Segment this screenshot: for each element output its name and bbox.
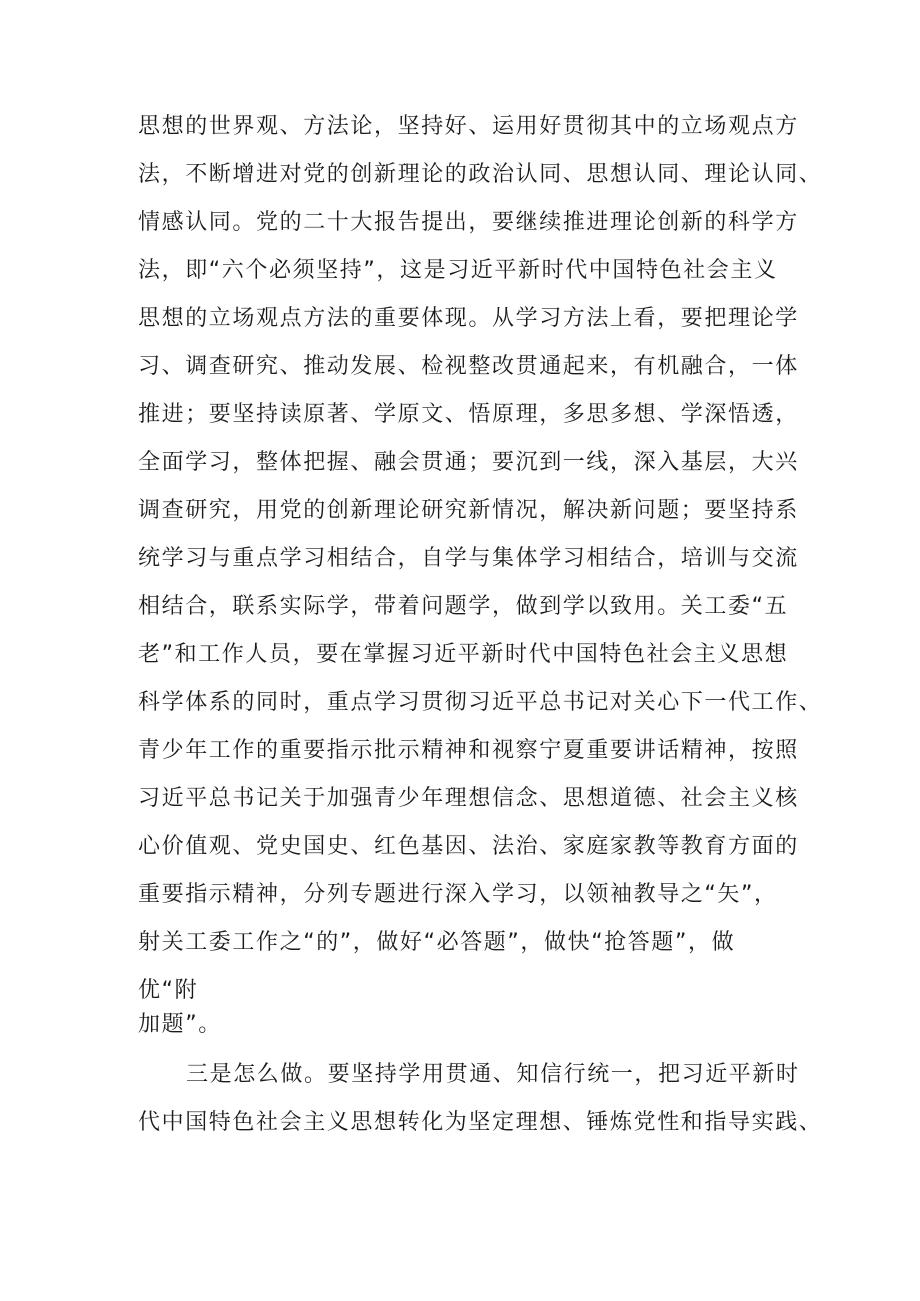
text-line: 思想的世界观、方法论，坚持好、运用好贯彻其中的立场观点方	[138, 114, 799, 139]
text-line: 老”和工作人员，要在掌握习近平新时代中国特色社会主义思想	[138, 642, 789, 667]
text-line: 优“附	[138, 978, 199, 1003]
paragraph-start-line: 三是怎么做。要坚持学用贯通、知信行统一，把习近平新时	[186, 1062, 800, 1087]
text-line: 科学体系的同时，重点学习贯彻习近平总书记对关心下一代工作、	[138, 690, 823, 715]
text-line: 心价值观、党史国史、红色基因、法治、家庭家教等教育方面的	[138, 834, 799, 859]
text-line: 加题”。	[138, 1012, 222, 1037]
text-line: 法，不断增进对党的创新理论的政治认同、思想认同、理论认同、	[138, 162, 823, 187]
text-line: 射关工委工作之“的”，做好“必答题”，做快“抢答题”，做	[138, 930, 736, 955]
text-line: 青少年工作的重要指示批示精神和视察宁夏重要讲话精神，按照	[138, 738, 799, 763]
text-line: 相结合，联系实际学，带着问题学，做到学以致用。关工委“五	[138, 594, 789, 619]
text-line: 情感认同。党的二十大报告提出，要继续推进理论创新的科学方	[138, 210, 799, 235]
text-line: 思想的立场观点方法的重要体现。从学习方法上看，要把理论学	[138, 306, 799, 331]
text-line: 习近平总书记关于加强青少年理想信念、思想道德、社会主义核	[138, 786, 799, 811]
text-line: 推进；要坚持读原著、学原文、悟原理，多思多想、学深悟透，	[138, 402, 799, 427]
text-line: 全面学习，整体把握、融会贯通；要沉到一线，深入基层，大兴	[138, 450, 799, 475]
text-line: 调查研究，用党的创新理论研究新情况，解决新问题；要坚持系	[138, 498, 799, 523]
text-line: 重要指示精神，分列专题进行深入学习，以领袖教导之“矢”，	[138, 882, 778, 907]
text-line: 统学习与重点学习相结合，自学与集体学习相结合，培训与交流	[138, 546, 799, 571]
text-line: 法，即“六个必须坚持”，这是习近平新时代中国特色社会主义	[138, 258, 778, 283]
text-line: 习、调查研究、推动发展、检视整改贯通起来，有机融合，一体	[138, 354, 799, 379]
text-line: 代中国特色社会主义思想转化为坚定理想、锤炼党性和指导实践、	[138, 1110, 823, 1135]
